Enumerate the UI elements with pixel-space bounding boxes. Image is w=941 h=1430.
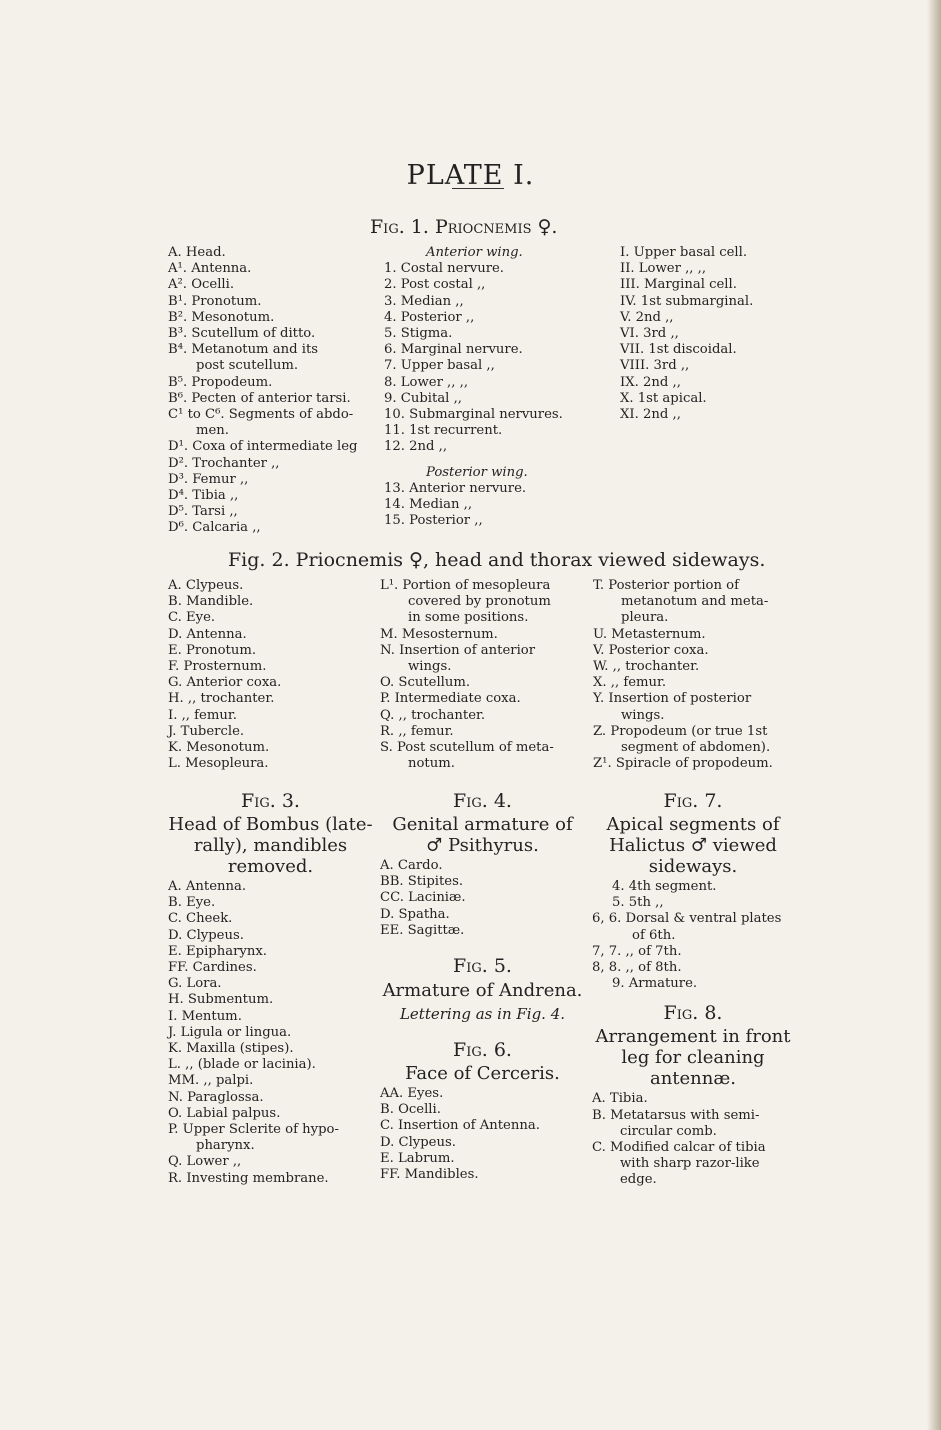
list-item: N. Paraglossa.: [168, 1089, 264, 1105]
list-item: CC. Laciniæ.: [380, 890, 466, 906]
list-item: 6, 6. Dorsal & ventral plates: [592, 911, 782, 927]
caption-line: Halictus ♂ viewed: [609, 835, 777, 856]
list-item: D. Clypeus.: [380, 1134, 456, 1150]
list-item: D. Spatha.: [380, 906, 450, 922]
caption-line: leg for cleaning: [621, 1047, 765, 1069]
section-subheading: Anterior wing.: [426, 245, 523, 260]
list-item: B¹. Pronotum.: [168, 293, 262, 309]
fig2-right-list: [593, 578, 773, 772]
list-item: wings.: [408, 659, 452, 675]
list-item: W. ,, trochanter.: [593, 659, 700, 675]
list-item: D⁶. Calcaria ,,: [168, 520, 261, 536]
list-item: circular comb.: [620, 1123, 717, 1139]
list-item: G. Anterior coxa.: [168, 675, 282, 691]
right-bottom-block: [592, 790, 794, 1189]
list-item: 6. Marginal nervure.: [384, 342, 523, 358]
list-item: C. Modified calcar of tibia: [592, 1140, 766, 1156]
list-item: 4. 4th segment.: [612, 879, 717, 894]
list-item: men.: [196, 423, 229, 439]
list-item: 14. Median ,,: [384, 497, 473, 513]
caption-line: ♂ Psithyrus.: [426, 835, 539, 856]
list-item: D³. Femur ,,: [168, 471, 249, 487]
fig1-heading: Fig. 1. Priocnemis ♀.: [370, 216, 558, 238]
list-item: 9. Cubital ,,: [384, 390, 462, 406]
fig7-heading: Fig. 7.: [663, 790, 723, 812]
list-item: B³. Scutellum of ditto.: [168, 326, 316, 342]
fig3-list: [168, 879, 373, 1187]
fig7-list: [592, 879, 794, 992]
fig6-caption: Face of Cerceris.: [405, 1063, 560, 1085]
list-item: C¹ to C⁶. Segments of abdo-: [168, 407, 354, 423]
fig8-caption: [592, 1026, 794, 1089]
fig1-middle-list: [384, 245, 563, 529]
fig6-list: [380, 1086, 585, 1183]
list-item: in some positions.: [408, 610, 529, 626]
list-item: A. Antenna.: [168, 879, 247, 894]
list-item: 12. 2nd ,,: [384, 439, 448, 455]
list-item: O. Labial palpus.: [168, 1105, 281, 1121]
list-item: IV. 1st submarginal.: [620, 293, 754, 309]
caption-line: removed.: [227, 856, 314, 877]
list-item: IX. 2nd ,,: [620, 374, 681, 390]
list-item: EE. Sagittæ.: [380, 922, 465, 938]
list-item: 11. 1st recurrent.: [384, 423, 503, 439]
list-item: E. Labrum.: [380, 1150, 455, 1166]
list-item: 3. Median ,,: [384, 293, 464, 309]
fig2-heading: Fig. 2. Priocnemis ♀, head and thorax viewed sideways.: [228, 549, 766, 571]
list-item: post scutellum.: [196, 358, 299, 374]
list-item: 5. 5th ,,: [612, 895, 664, 911]
caption-line: sideways.: [648, 856, 738, 877]
fig2-left-list: [168, 578, 281, 772]
list-item: I. Mentum.: [168, 1008, 242, 1024]
list-item: 8. Lower ,, ,,: [384, 374, 469, 390]
list-item: U. Metasternum.: [593, 626, 706, 642]
caption-line: antennæ.: [649, 1068, 737, 1090]
list-item: 5. Stigma.: [384, 326, 453, 342]
list-item: X. 1st apical.: [620, 390, 707, 406]
list-item: C. Cheek.: [168, 911, 233, 927]
page-edge: [927, 0, 941, 1430]
plate-title: PLATE I.: [406, 160, 535, 191]
list-item: pharynx.: [196, 1138, 255, 1154]
list-item: 10. Submarginal nervures.: [384, 407, 563, 423]
list-item: O. Scutellum.: [380, 675, 471, 691]
list-item: B⁴. Metanotum and its: [168, 342, 319, 358]
list-item: II. Lower ,, ,,: [620, 261, 707, 277]
list-item: J. Tubercle.: [168, 723, 245, 739]
list-item: segment of abdomen).: [621, 740, 771, 756]
list-item: covered by pronotum: [408, 594, 551, 610]
list-item: A¹. Antenna.: [168, 261, 252, 277]
list-item: V. Posterior coxa.: [593, 642, 709, 658]
fig3-block: [168, 790, 373, 1187]
list-item: VI. 3rd ,,: [620, 326, 679, 342]
list-item: Q. Lower ,,: [168, 1154, 242, 1170]
fig8-list: [592, 1091, 794, 1188]
list-item: R. ,, femur.: [380, 723, 454, 739]
list-item: Z¹. Spiracle of propodeum.: [593, 756, 773, 772]
list-item: B⁵. Propodeum.: [168, 374, 273, 390]
fig3-caption: [168, 814, 373, 877]
list-item: F. Prosternum.: [168, 659, 267, 675]
list-item: D². Trochanter ,,: [168, 455, 280, 471]
list-item: 2. Post costal ,,: [384, 277, 486, 293]
fig2-middle-list: [380, 578, 554, 772]
list-item: VIII. 3rd ,,: [620, 358, 690, 374]
fig5-caption: Armature of Andrena.: [382, 980, 583, 1002]
list-item: T. Posterior portion of: [593, 578, 739, 593]
list-item: 7, 7. ,, of 7th.: [592, 943, 682, 959]
list-item: 4. Posterior ,,: [384, 309, 475, 325]
list-item: 1. Costal nervure.: [384, 261, 504, 277]
fig5-heading: Fig. 5.: [453, 955, 512, 978]
list-item: FF. Cardines.: [168, 960, 257, 976]
list-item: B. Mandible.: [168, 594, 254, 610]
list-item: 15. Posterior ,,: [384, 513, 483, 529]
list-item: G. Lora.: [168, 976, 222, 992]
caption-line: Apical segments of: [606, 814, 780, 835]
fig1-left-list: [168, 245, 358, 537]
list-item: B⁶. Pecten of anterior tarsi.: [168, 390, 351, 406]
fig8-heading: Fig. 8.: [663, 1002, 723, 1025]
list-item: D. Clypeus.: [168, 927, 244, 943]
list-item: A. Head.: [168, 245, 226, 260]
fig1-right-list: [620, 245, 753, 423]
section-subheading: Posterior wing.: [426, 464, 528, 480]
list-item: of 6th.: [632, 927, 676, 943]
list-item: Z. Propodeum (or true 1st: [593, 723, 768, 739]
list-item: X. ,, femur.: [593, 675, 667, 691]
list-item: A. Clypeus.: [168, 578, 244, 593]
list-item: 9. Armature.: [612, 976, 698, 992]
middle-bottom-block: [380, 790, 585, 1183]
list-item: L¹. Portion of mesopleura: [380, 578, 551, 593]
list-item: III. Marginal cell.: [620, 277, 737, 293]
list-item: Q. ,, trochanter.: [380, 707, 486, 723]
list-item: A. Cardo.: [380, 858, 443, 873]
list-item: L. Mesopleura.: [168, 756, 269, 772]
list-item: R. Investing membrane.: [168, 1170, 329, 1186]
list-item: BB. Stipites.: [380, 874, 464, 890]
list-item: D⁵. Tarsi ,,: [168, 504, 238, 520]
caption-line: Arrangement in front: [595, 1026, 791, 1048]
caption-line: Head of Bombus (late-: [168, 814, 373, 835]
list-item: N. Insertion of anterior: [380, 642, 536, 658]
list-item: MM. ,, palpi.: [168, 1073, 254, 1089]
list-item: L. ,, (blade or lacinia).: [168, 1057, 316, 1073]
list-item: B². Mesonotum.: [168, 309, 275, 325]
list-item: FF. Mandibles.: [380, 1167, 479, 1183]
list-item: pleura.: [621, 610, 669, 626]
list-item: XI. 2nd ,,: [620, 407, 681, 423]
list-item: D⁴. Tibia ,,: [168, 488, 239, 504]
fig4-heading: Fig. 4.: [453, 790, 512, 812]
fig3-heading: Fig. 3.: [241, 790, 300, 812]
list-item: edge.: [620, 1172, 657, 1188]
list-item: 8, 8. ,, of 8th.: [592, 960, 682, 976]
list-item: C. Eye.: [168, 610, 216, 626]
list-item: V. 2nd ,,: [620, 309, 674, 325]
list-item: J. Ligula or lingua.: [168, 1024, 292, 1040]
list-item: E. Pronotum.: [168, 642, 257, 658]
caption-line: rally), mandibles: [193, 835, 348, 856]
list-item: Y. Insertion of posterior: [593, 691, 752, 707]
list-item: C. Insertion of Antenna.: [380, 1118, 540, 1134]
list-item: K. Maxilla (stipes).: [168, 1041, 294, 1057]
list-item: A². Ocelli.: [168, 277, 235, 293]
fig6-heading: Fig. 6.: [453, 1039, 512, 1062]
list-item: B. Eye.: [168, 895, 216, 911]
list-item: H. Submentum.: [168, 992, 274, 1008]
list-item: metanotum and meta-: [621, 594, 769, 610]
list-item: B. Ocelli.: [380, 1102, 441, 1118]
list-item: 7. Upper basal ,,: [384, 358, 495, 374]
fig4-list: [380, 858, 585, 939]
list-item: S. Post scutellum of meta-: [380, 740, 554, 756]
fig4-caption: [380, 814, 585, 856]
caption-line: Genital armature of: [392, 814, 573, 835]
list-item: wings.: [621, 707, 665, 723]
list-item: E. Epipharynx.: [168, 943, 267, 959]
list-item: I. ,, femur.: [168, 707, 237, 723]
fig7-caption: [592, 814, 794, 877]
list-item: with sharp razor-like: [620, 1156, 760, 1172]
list-item: B. Metatarsus with semi-: [592, 1107, 760, 1123]
list-item: AA. Eyes.: [380, 1086, 444, 1102]
title-rule: [452, 188, 504, 189]
list-item: D¹. Coxa of intermediate leg: [168, 439, 358, 455]
list-item: 13. Anterior nervure.: [384, 480, 527, 496]
list-item: A. Tibia.: [592, 1091, 648, 1107]
list-item: P. Intermediate coxa.: [380, 691, 521, 707]
fig5-note: Lettering as in Fig. 4.: [399, 1005, 566, 1024]
list-item: notum.: [408, 756, 455, 772]
list-item: K. Mesonotum.: [168, 740, 270, 756]
list-item: I. Upper basal cell.: [620, 245, 748, 260]
list-item: H. ,, trochanter.: [168, 691, 275, 707]
list-item: M. Mesosternum.: [380, 626, 498, 642]
list-item: D. Antenna.: [168, 626, 247, 642]
list-item: VII. 1st discoidal.: [620, 342, 737, 358]
list-item: P. Upper Sclerite of hypo-: [168, 1122, 339, 1138]
